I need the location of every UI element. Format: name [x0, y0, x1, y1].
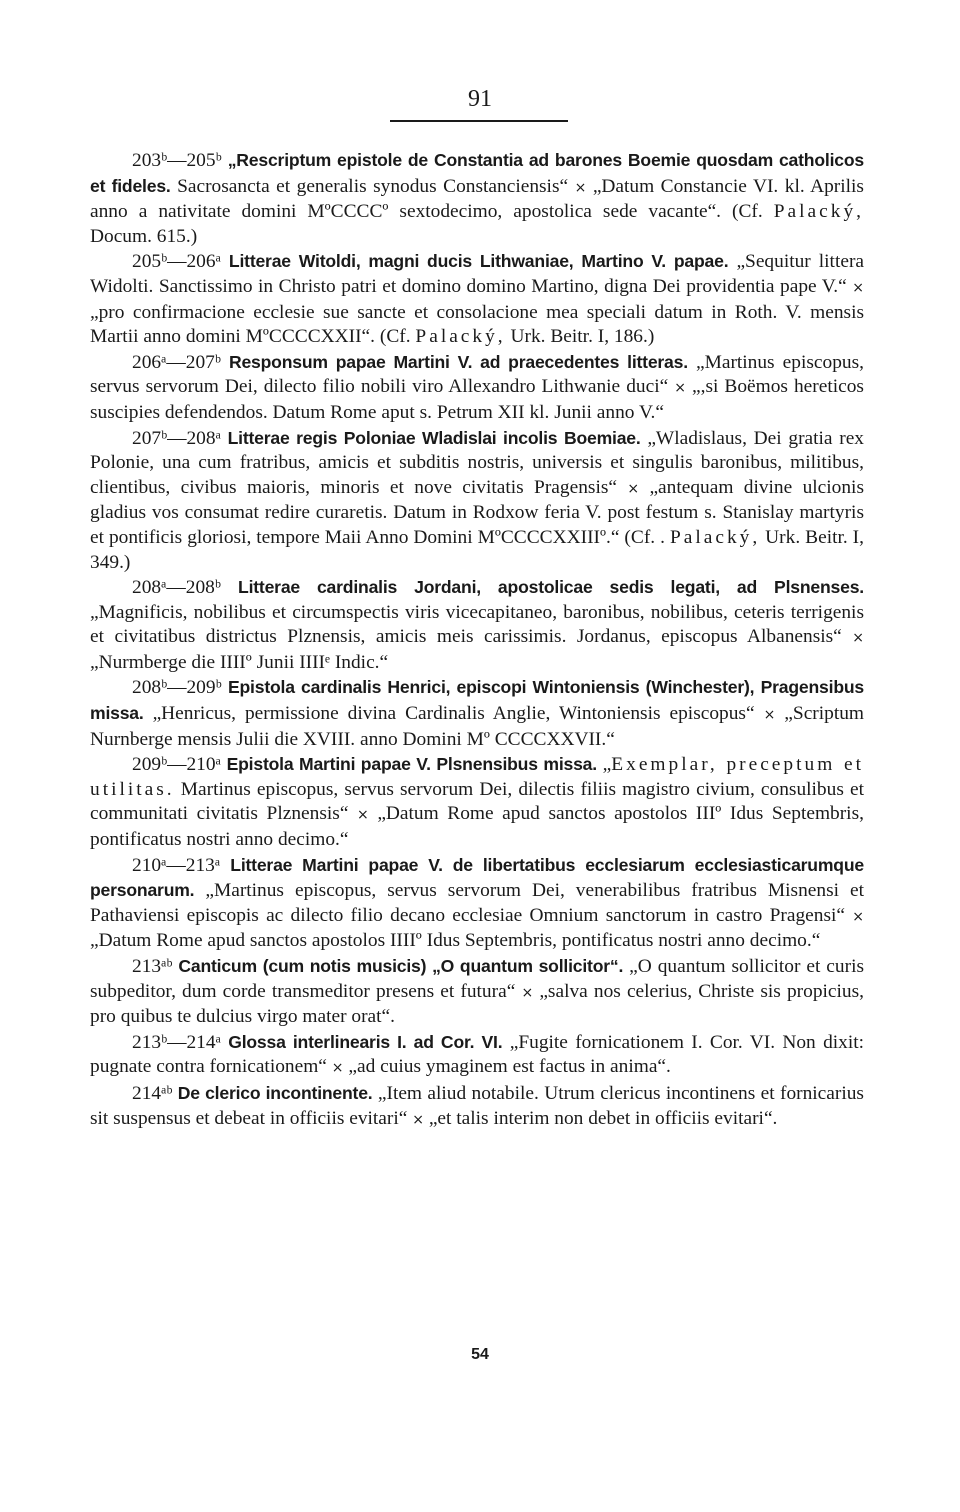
- incipit: Martinus episcopus, servus servorum Dei, dilectis filiis magistro civium, consulibus et communitati civitatis Plznensis“: [90, 778, 864, 825]
- entry-title: „Rescriptum epistole de Constantia ad barones Boemie quosdam catholicos et fideles.: [90, 150, 864, 196]
- entry-title: Litterae regis Poloniae Wladislai incolis Boemiae.: [227, 427, 641, 448]
- entry-list: [90, 148, 864, 1132]
- reference: Docum. 615.): [90, 225, 198, 247]
- incipit: „Wladislaus, Dei gratia rex Polonie, una cum fratribus, amicis et subditis nostris, universis et singulis baronibus, militibus, clientibus, civibus maioris, minoris et nove civitatis Pragensis“: [90, 427, 864, 498]
- incipit-spaced: Exemplar, preceptum et utilitas.: [90, 754, 864, 800]
- entry-title: Responsum papae Martini V. ad praecedentes litteras.: [228, 351, 688, 372]
- entry-title: Glossa interlinearis I. ad Cor. VI.: [228, 1031, 503, 1052]
- entry-213ab: [90, 954, 864, 1030]
- entry-207b-208a: [90, 426, 864, 576]
- entry-title: Litterae Witoldi, magni ducis Lithwaniae, Martino V. papae.: [228, 251, 729, 272]
- reference-author: Palacký,: [669, 526, 761, 548]
- incipit: Sacrosancta et generalis synodus Constanciensis“: [177, 175, 569, 197]
- incipit: „Martinus episcopus, servus servorum Dei, dilecto filio nobili viro Allexandro Lithwanie duci“: [90, 351, 864, 398]
- entry-208b-209b: [90, 675, 864, 752]
- entry-205b-206a: [90, 249, 864, 349]
- entry-213b-214a: [90, 1030, 864, 1081]
- explicit: „Datum Rome apud sanctos apostolos IIIIº Idus Septembris, pontificatus nostri anno decimo.“: [90, 930, 821, 952]
- page-number: 91: [468, 86, 492, 112]
- reference-author: Palacký,: [773, 201, 864, 223]
- reference-author: Palacký,: [415, 326, 506, 348]
- cross-symbol: ×: [674, 380, 686, 397]
- explicit: „salva nos celerius, Christe sis propicius, pro quibus te dulcius virgo mater orat“.: [90, 980, 864, 1028]
- reference: Urk. Beitr. I, 349.): [90, 526, 864, 573]
- entry-209b-210a: [90, 752, 864, 852]
- folio-ref: 213ᵃᵇ: [132, 956, 173, 977]
- cross-symbol: ×: [852, 630, 864, 647]
- entry-214ab: [90, 1081, 864, 1132]
- entry-208a-208b: [90, 575, 864, 675]
- folio-ref: 209ᵇ—210ᵃ: [132, 754, 221, 776]
- incipit: „Martinus episcopus, servus servorum Dei, venerabilibus fratribus Misnensi et Pathaviensi episcopis ac dilecto filio decano ecclesiae Omnium sanctorum in castro Pragensi“: [90, 880, 864, 926]
- entry-206a-207b: [90, 350, 864, 426]
- explicit: „,si Boëmos hereticos suscipies defendendos. Datum Rome aput s. Petrum XII kl. Junii anno V.“: [90, 376, 864, 423]
- reference: Urk. Beitr. I, 186.): [510, 326, 655, 348]
- incipit: „Sequitur littera Widolti. Sanctissimo in Christo patri et domino domino Martino, digna Dei providentia pape V.“: [90, 251, 865, 297]
- entry-title: Epistola cardinalis Henrici, episcopi Wintoniensis (Winchester), Pragensibus missa.: [90, 677, 864, 724]
- cross-symbol: ×: [852, 279, 864, 296]
- explicit: „ad cuius ymaginem est factus in anima“.: [348, 1056, 671, 1078]
- entry-title: Litterae cardinalis Jordani, apostolicae sedis legati, ad Plsnenses.: [238, 577, 864, 598]
- explicit: „Datum Constancie VI. kl. Aprilis anno a nativitate domini MºCCCCº sextodecimo, apostolica sede vacante“. (Cf.: [90, 175, 864, 223]
- entry-210a-213a: [90, 853, 864, 954]
- folio-ref: 208ᵇ—209ᵇ: [132, 677, 222, 699]
- cross-symbol: ×: [852, 908, 864, 925]
- cross-symbol: ×: [574, 179, 587, 196]
- folio-ref: 207ᵇ—208ᵃ: [132, 427, 221, 449]
- explicit: „Scriptum Nurnberge mensis Julii die XVIII. anno Domini Mº CCCCXXVII.“: [90, 703, 864, 750]
- header-rule: [390, 120, 568, 122]
- cross-symbol: ×: [521, 984, 534, 1001]
- incipit: „Item aliud notabile. Utrum clericus incontinens et fornicarius sit suspensus et debeat in officiis evitari“: [90, 1082, 864, 1129]
- folio-ref: 203ᵇ—205ᵇ: [132, 150, 222, 171]
- incipit: „O quantum sollicitor et curis subpeditor, dum corde transmeditor presens et futura“: [90, 956, 865, 1002]
- cross-symbol: ×: [763, 707, 776, 724]
- cross-symbol: ×: [357, 807, 369, 824]
- explicit: „Datum Rome apud sanctos apostolos IIIº Idus Septembris, pontificatus nostri anno decimo.“: [90, 803, 864, 851]
- folio-ref: 206ᵃ—207ᵇ: [132, 351, 221, 373]
- explicit: „antequam divine ulcionis gladius vos consumat redire curaretis. Datum in Rodxow feria V. post festum s. Stanislay martyris et pontificis gloriosi, tempore Maii Anno Domini MºCCCCXXIIIº.“ (Cf. .: [90, 476, 864, 548]
- cross-symbol: ×: [331, 1060, 344, 1077]
- entry-203b-205b: [90, 148, 864, 249]
- folio-ref: 213ᵇ—214ᵃ: [132, 1031, 221, 1053]
- explicit: „pro confirmacione ecclesie sue sancte et consolacione mea speciali datum in Roth. V. mensis Martii anno domini MºCCCCXXII“. (Cf.: [90, 301, 864, 348]
- cross-symbol: ×: [412, 1111, 424, 1128]
- explicit: „et talis interim non debet in officiis evitari“.: [428, 1107, 778, 1129]
- explicit: „Nurmberge die IIIIº Junii IIIIᵉ Indic.“: [90, 651, 389, 673]
- folio-ref: 208ᵃ—208ᵇ: [132, 577, 221, 599]
- entry-title: De clerico incontinente.: [177, 1082, 373, 1103]
- signature-mark: 54: [471, 1346, 489, 1363]
- incipit: „Fugite fornicationem I. Cor. VI. Non dixit: pugnate contra fornicationem“: [90, 1031, 865, 1078]
- entry-title: Litterae Martini papae V. de libertatibus ecclesiarum ecclesiasticarumque personarum.: [90, 854, 864, 901]
- incipit: „Henricus, permissione divina Cardinalis Anglie, Wintoniensis episcopus“: [152, 703, 755, 725]
- folio-ref: 210ᵃ—213ᵃ: [132, 854, 221, 876]
- incipit: „Magnificis, nobilibus et circumspectis viris vicecapitaneo, baronibus, nobilibus, ceteris terrigenis et civitatibus districtus Plznensis, amicis meis carissimis. Jordanus, episcopus Albanensis“: [90, 601, 864, 648]
- entry-title: Canticum (cum notis musicis) „O quantum sollicitor“.: [178, 956, 624, 976]
- folio-ref: 205ᵇ—206ᵃ: [132, 251, 221, 273]
- folio-ref: 214ᵃᵇ: [132, 1082, 173, 1104]
- cross-symbol: ×: [627, 480, 640, 497]
- entry-title: Epistola Martini papae V. Plsnensibus missa.: [226, 754, 597, 775]
- incipit-quote: „: [602, 754, 612, 776]
